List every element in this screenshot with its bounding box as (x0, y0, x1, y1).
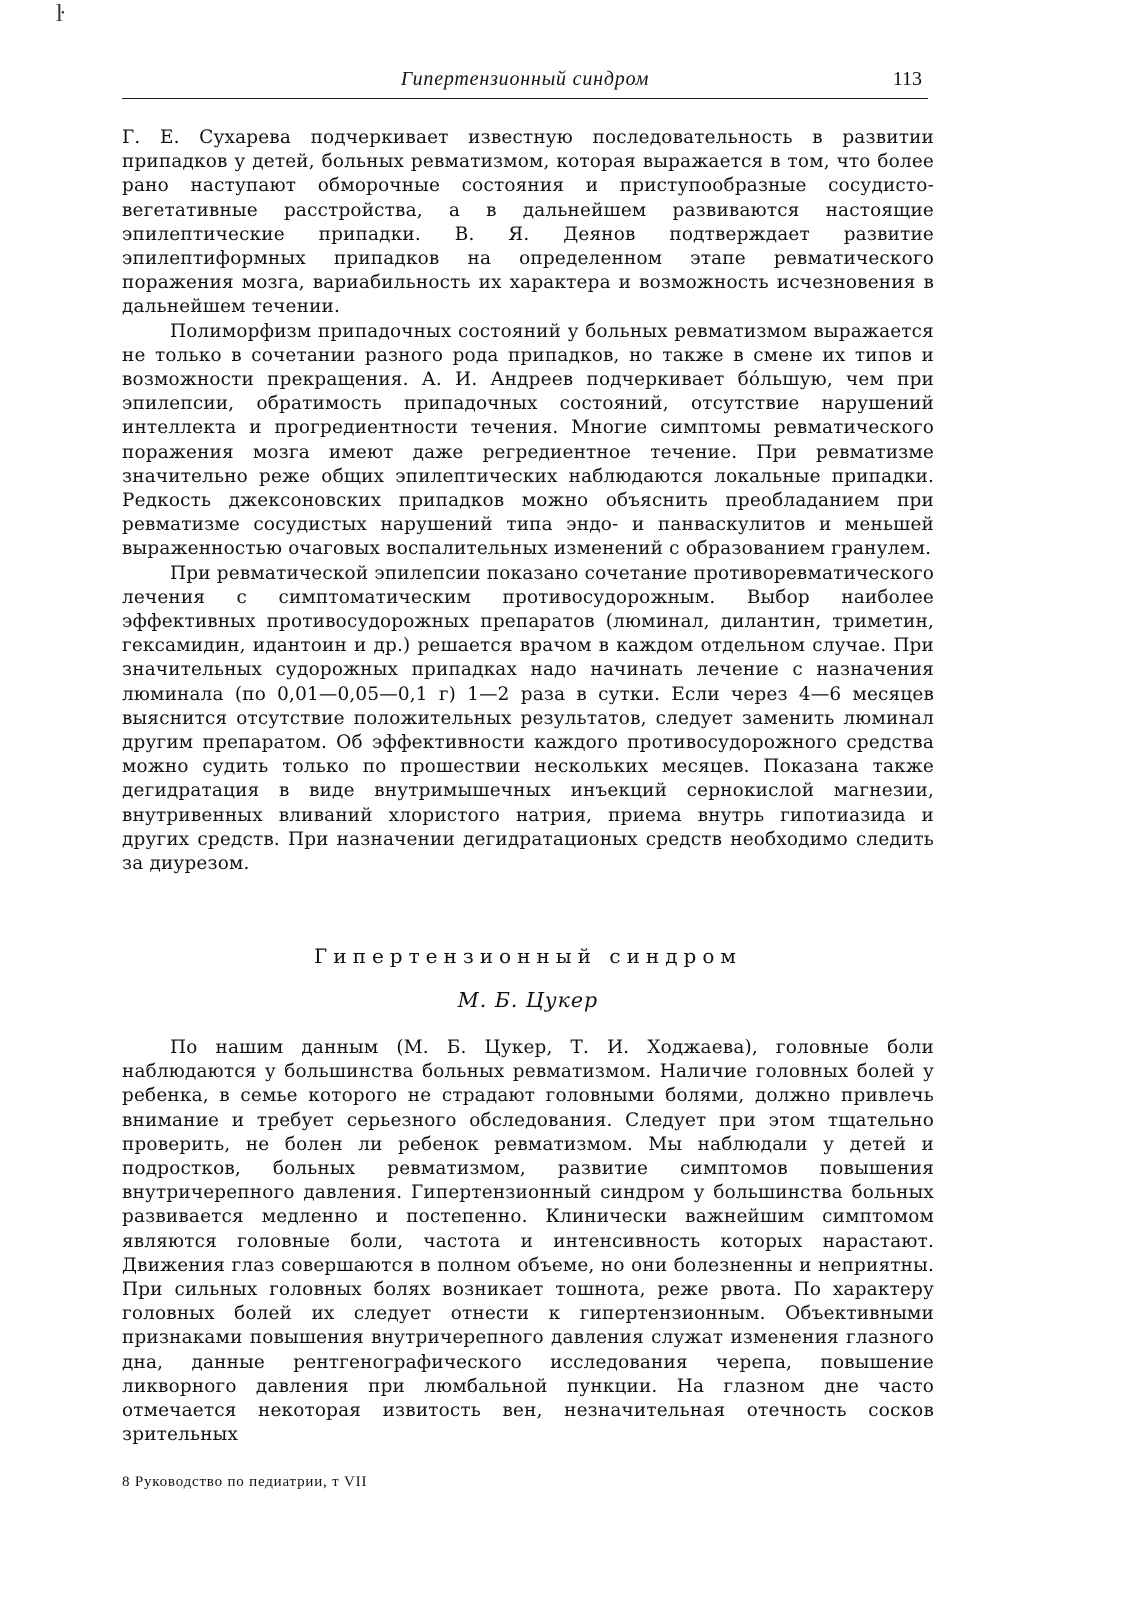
corner-mark: ŀ (56, 1, 65, 27)
running-title: Гипертензионный синдром (400, 68, 650, 90)
section-paragraph: По нашим данным (М. Б. Цукер, Т. И. Ходжаева), головные боли наблюдаются у большинства больных ревматизмом. Наличие головных болей у ребенка, в семье которого не страдают головными болями, должно привлечь внимание и требует серьезного обследования. Следует при этом тщательно проверить, не болен ли ребенок ревматизмом. Мы наблюдали у детей и подростков, больных ревматизмом, развитие симптомов повышения внутричерепного давления. Гипертензионный синдром у большинства больных развивается медленно и постепенно. Клинически важнейшим симптомом являются головные боли, частота и интенсивность которых нарастают. Движения глаз совершаются в полном объеме, но они болезненны и неприятны. При сильных головных болях возникает тошнота, реже рвота. По характеру головных болей их следует отнести к гипертензионным. Объективными признаками повышения внутричерепного давления служат изменения глазного дна, данные рентгенографического исследования черепа, повышение ликворного давления при люмбальной пункции. На глазном дне часто отмечается некоторая извитость вен, незначительная отечность сосков зрительных (122, 1037, 934, 1446)
page-number: 113 (892, 68, 922, 90)
paragraph-2: Полиморфизм припадочных состояний у больных ревматизмом выражается не только в сочетании разного рода припадков, но также в смене их типов и возможности прекращения. А. И. Андреев подчеркивает бо́льшую, чем при эпилепсии, обратимость припадочных состояний, отсутствие нарушений интеллекта и прогредиентности течения. Многие симптомы ревматического поражения мозга имеют даже регредиентное течение. При ревматизме значительно реже общих эпилептических наблюдаются локальные припадки. Редкость джексоновских припадков можно объяснить преобладанием при ревматизме сосудистых нарушений типа эндо- и панваскулитов и меньшей выраженностью очаговых воспалительных изменений с образованием гранулем. (122, 320, 934, 560)
section-title: Гипертензионный синдром (314, 944, 742, 968)
text-block-top (122, 126, 934, 876)
paragraph-3: При ревматической эпилепсии показано сочетание противоревматического лечения с симптоматическим противосудорожным. Выбор наиболее эффективных противосудорожных препаратов (люминал, дилантин, триметин, гексамидин, идантоин и др.) решается врачом в каждом отдельном случае. При значительных судорожных припадках надо начинать лечение с назначения люминала (по 0,01—0,05—0,1 г) 1—2 раза в сутки. Если через 4—6 месяцев выяснится отсутствие положительных результатов, следует заменить люминал другим препаратом. Об эффективности каждого противосудорожного средства можно судить только по прошествии нескольких месяцев. Показана также дегидратация в виде внутримышечных инъекций сернокислой магнезии, внутривенных вливаний хлористого натрия, приема внутрь гипотиазида и других средств. При назначении дегидратационых средств необходимо следить за диурезом. (122, 562, 934, 875)
page-signature: 8 Руководство по педиатрии, т VII (122, 1474, 368, 1490)
text-block-bottom (122, 1036, 934, 1447)
section-author: М. Б. Цукер (457, 988, 599, 1012)
paragraph-1: Г. Е. Сухарева подчеркивает известную последовательность в развитии припадков у детей, больных ревматизмом, которая выражается в том, что более рано наступают обморочные состояния и приступообразные сосудисто-вегетативные расстройства, а в дальнейшем развиваются настоящие эпилептические припадки. В. Я. Деянов подтверждает развитие эпилептиформных припадков на определенном этапе ревматического поражения мозга, вариабильность их характера и возможность исчезновения в дальнейшем течении. (122, 127, 934, 318)
running-header (122, 64, 928, 99)
